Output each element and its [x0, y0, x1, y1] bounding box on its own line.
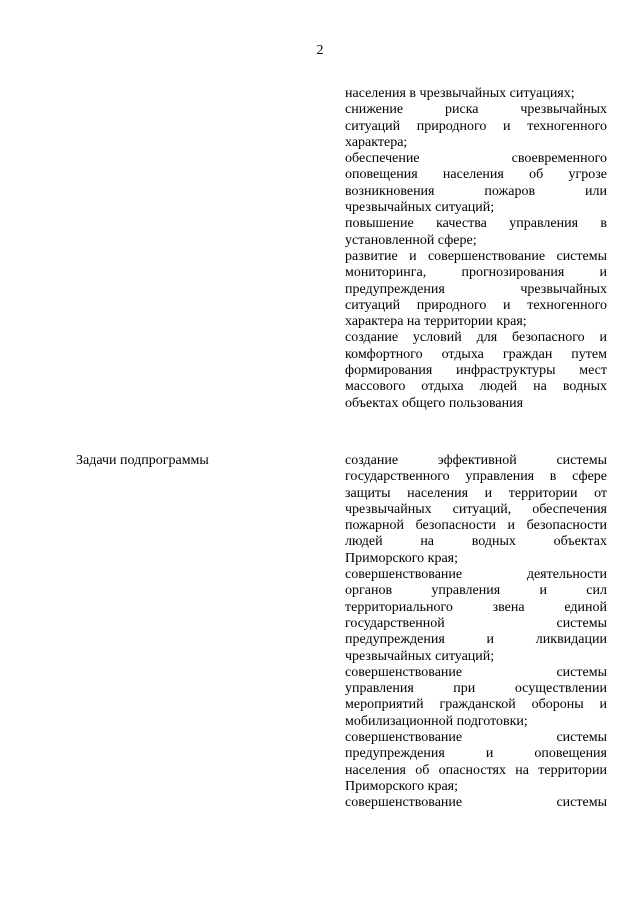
text-line: территориального звена единой	[345, 599, 607, 615]
text-line: предупреждения чрезвычайных	[345, 281, 607, 297]
text-line: характера;	[345, 134, 408, 150]
text-line: совершенствование деятельности	[345, 567, 607, 583]
text-line: создание эффективной системы	[345, 453, 607, 468]
text-line: мобилизационной подготовки;	[345, 713, 528, 729]
text-line: совершенствование системы	[345, 730, 607, 746]
text-line: мероприятий гражданской обороны и	[345, 697, 607, 713]
text-line: государственной системы	[345, 615, 607, 631]
text-line: развитие и совершенствование системы	[345, 248, 607, 264]
text-line: создание условий для безопасного и	[345, 330, 607, 346]
text-line: характера на территории края;	[345, 314, 527, 330]
text-line: совершенствование системы	[345, 795, 607, 811]
page-number: 2	[316, 43, 324, 58]
text-line: чрезвычайных ситуаций;	[345, 648, 495, 664]
text-line: совершенствование системы	[345, 664, 607, 680]
text-line: ситуаций природного и техногенного	[345, 297, 607, 313]
text-line: ситуаций природного и техногенного	[345, 118, 607, 134]
text-line: Приморского края;	[345, 550, 459, 566]
text-line: возникновения пожаров или	[345, 183, 607, 199]
text-line: оповещения населения об угрозе	[345, 167, 607, 183]
text-line: защиты населения и территории от	[345, 485, 607, 501]
text-line: установленной сфере;	[345, 232, 477, 248]
text-line: снижение риска чрезвычайных	[345, 102, 607, 118]
text-line: предупреждения и оповещения	[345, 746, 607, 762]
text-line: чрезвычайных ситуаций;	[345, 200, 495, 216]
text-line: пожарной безопасности и безопасности	[345, 518, 607, 534]
text-line: обеспечение своевременного	[345, 151, 607, 167]
text-line: массового отдыха людей на водных	[345, 379, 607, 395]
text-line: Приморского края;	[345, 778, 459, 794]
text-line: управления при осуществлении	[345, 681, 607, 697]
goals-text-block	[345, 86, 607, 412]
text-line: предупреждения и ликвидации	[345, 632, 607, 648]
text-line: людей на водных объектах	[345, 534, 607, 550]
text-line: формирования инфраструктуры мест	[345, 363, 607, 379]
text-line: мониторинга, прогнозирования и	[345, 265, 607, 281]
tasks-label: Задачи подпрограммы	[76, 453, 209, 468]
text-line: органов управления и сил	[345, 583, 607, 599]
text-line: населения в чрезвычайных ситуациях;	[345, 86, 575, 101]
tasks-text-block	[345, 453, 607, 812]
text-line: повышение качества управления в	[345, 216, 607, 232]
text-line: объектах общего пользования	[345, 395, 524, 411]
text-line: населения об опасностях на территории	[345, 762, 607, 778]
text-line: комфортного отдыха граждан путем	[345, 346, 607, 362]
text-line: чрезвычайных ситуаций, обеспечения	[345, 501, 607, 517]
text-line: государственного управления в сфере	[345, 469, 607, 485]
